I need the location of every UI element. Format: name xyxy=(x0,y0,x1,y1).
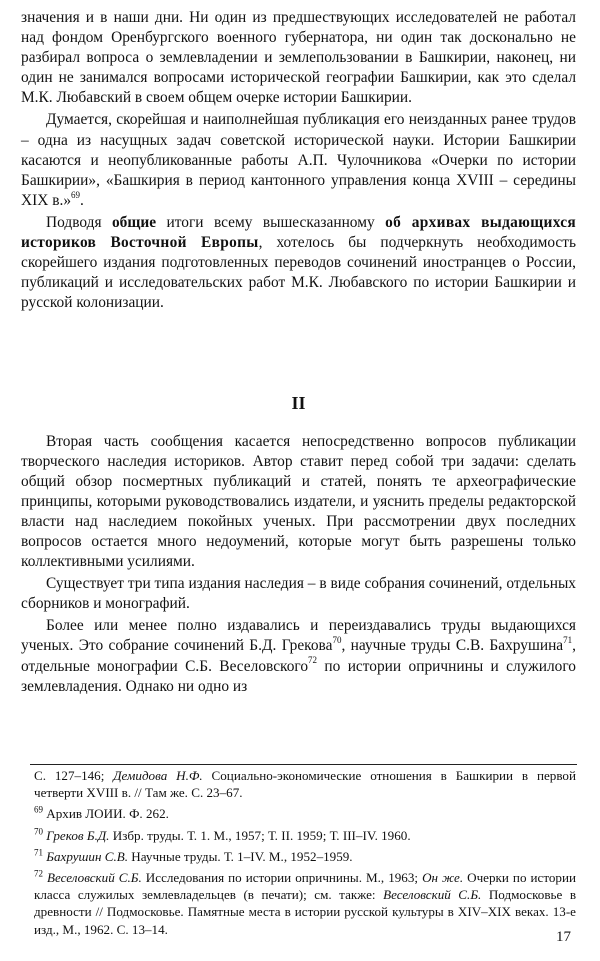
footnote-number: 70 xyxy=(34,826,43,837)
section-spacer-2 xyxy=(21,416,576,432)
main-text xyxy=(21,8,576,699)
footnote-69: $^{69}$ Архив ЛОИИ. Ф. 262. xyxy=(34,805,169,822)
footnote-divider xyxy=(30,764,577,765)
footnote-ref-70[interactable]: 70 xyxy=(332,635,342,646)
section-spacer xyxy=(21,315,576,393)
footnote-number: 72 xyxy=(34,868,43,879)
footnote-72: $^{72}$ Веселовский С.Б. Исследования по истории опричнины. М., 1963; Он же. Очерки по истории класса служилых землевладельцев (в печати); см. также: Веселовский С.Б. Подмосковье в древности // Подмосковье. Памятные места в истории русской культуры в XIV–XIX веках. 13-е изд., М., 1962. С. 13–14. xyxy=(34,868,577,937)
footnote-number: 69 xyxy=(34,805,43,816)
footnote-number: 71 xyxy=(34,847,43,858)
section-heading: II xyxy=(291,393,306,414)
paragraph-1: значения и в наши дни. Ни один из предшествующих исследователей не работал над фондом Оренбургского военного губернатора, ни один так досконально не разбирал вопроса о землевладении и землепользовании в Башкирии, наконец, ни один не занимался вопросами исторической географии Башкирии, как это сделал М.К. Любавский в своем общем очерке истории Башкирии. xyxy=(21,9,576,107)
emphasis-general: общие xyxy=(111,213,157,231)
paragraph-6: Более или менее полно издавались и переиздавались труды выдающихся ученых. Это собрание сочинений Б.Д. Грекова$^{70}$, научные труды С.В. Бахрушина$^{71}$, отдельные монографии С.Б. Веселовского$^{72}$ по истории опричнины и служилого землевладения. Однако ни одно из xyxy=(21,617,576,695)
footnote-ref-71[interactable]: 71 xyxy=(563,635,573,646)
page-number: 17 xyxy=(556,929,571,945)
paragraph-4: Вторая часть сообщения касается непосредственно вопросов публикации творческого наследия историков. Автор ставит перед собой три задачи: сделать общий обзор посмертных публикаций и статей, понять те археографические принципы, которыми руководствовались издатели, и уяснить пределы редакторской власти над наследием покойных ученых. При рассмотрении двух последних вопросов остается много недоумений, которые могут быть разрешены только коллективными усилиями. xyxy=(21,432,576,571)
footnote-71: $^{71}$ Бахрушин С.В. Научные труды. Т. 1–IV. М., 1952–1959. xyxy=(34,847,353,864)
footnote-70: $^{70}$ Греков Б.Д. Избр. труды. Т. 1. М., 1957; Т. II. 1959; Т. III–IV. 1960. xyxy=(34,826,411,843)
emphasis-archives: об архивах выдающихся историков Восточной Европы xyxy=(21,213,577,252)
footnote-ref-69[interactable]: 69 xyxy=(71,189,81,200)
footnote-ref-72[interactable]: 72 xyxy=(308,655,318,666)
paragraph-3: Подводя общие итоги всему вышесказанному об архивах выдающихся историков Восточной Европы, хотелось бы подчеркнуть необходимость скорейшего издания подготовленных переводов сочинений иностранцев о России, публикаций и исследовательских работ М.К. Любавского по истории Башкирии и русской колонизации. xyxy=(21,213,577,312)
footnote-continuation: С. 127–146; Демидова Н.Ф. Социально-экономические отношения в Башкирии в первой четверти XVIII в. // Там же. С. 23–67. xyxy=(34,768,576,801)
paragraph-5: Существует три типа издания наследия – в виде собрания сочинений, отдельных сборников и монографий. xyxy=(21,575,576,613)
paragraph-2: Думается, скорейшая и наиполнейшая публикация его неизданных ранее трудов – одна из насущных задач советской исторической науки. Истории Башкирии касаются и неопубликованные работы А.П. Чулочникова «Очерки по истории Башкирии», «Башкирия в период кантонного управления конца XVIII – середины XIX в.»$^{69}$. xyxy=(21,111,576,209)
footnotes xyxy=(26,764,576,942)
